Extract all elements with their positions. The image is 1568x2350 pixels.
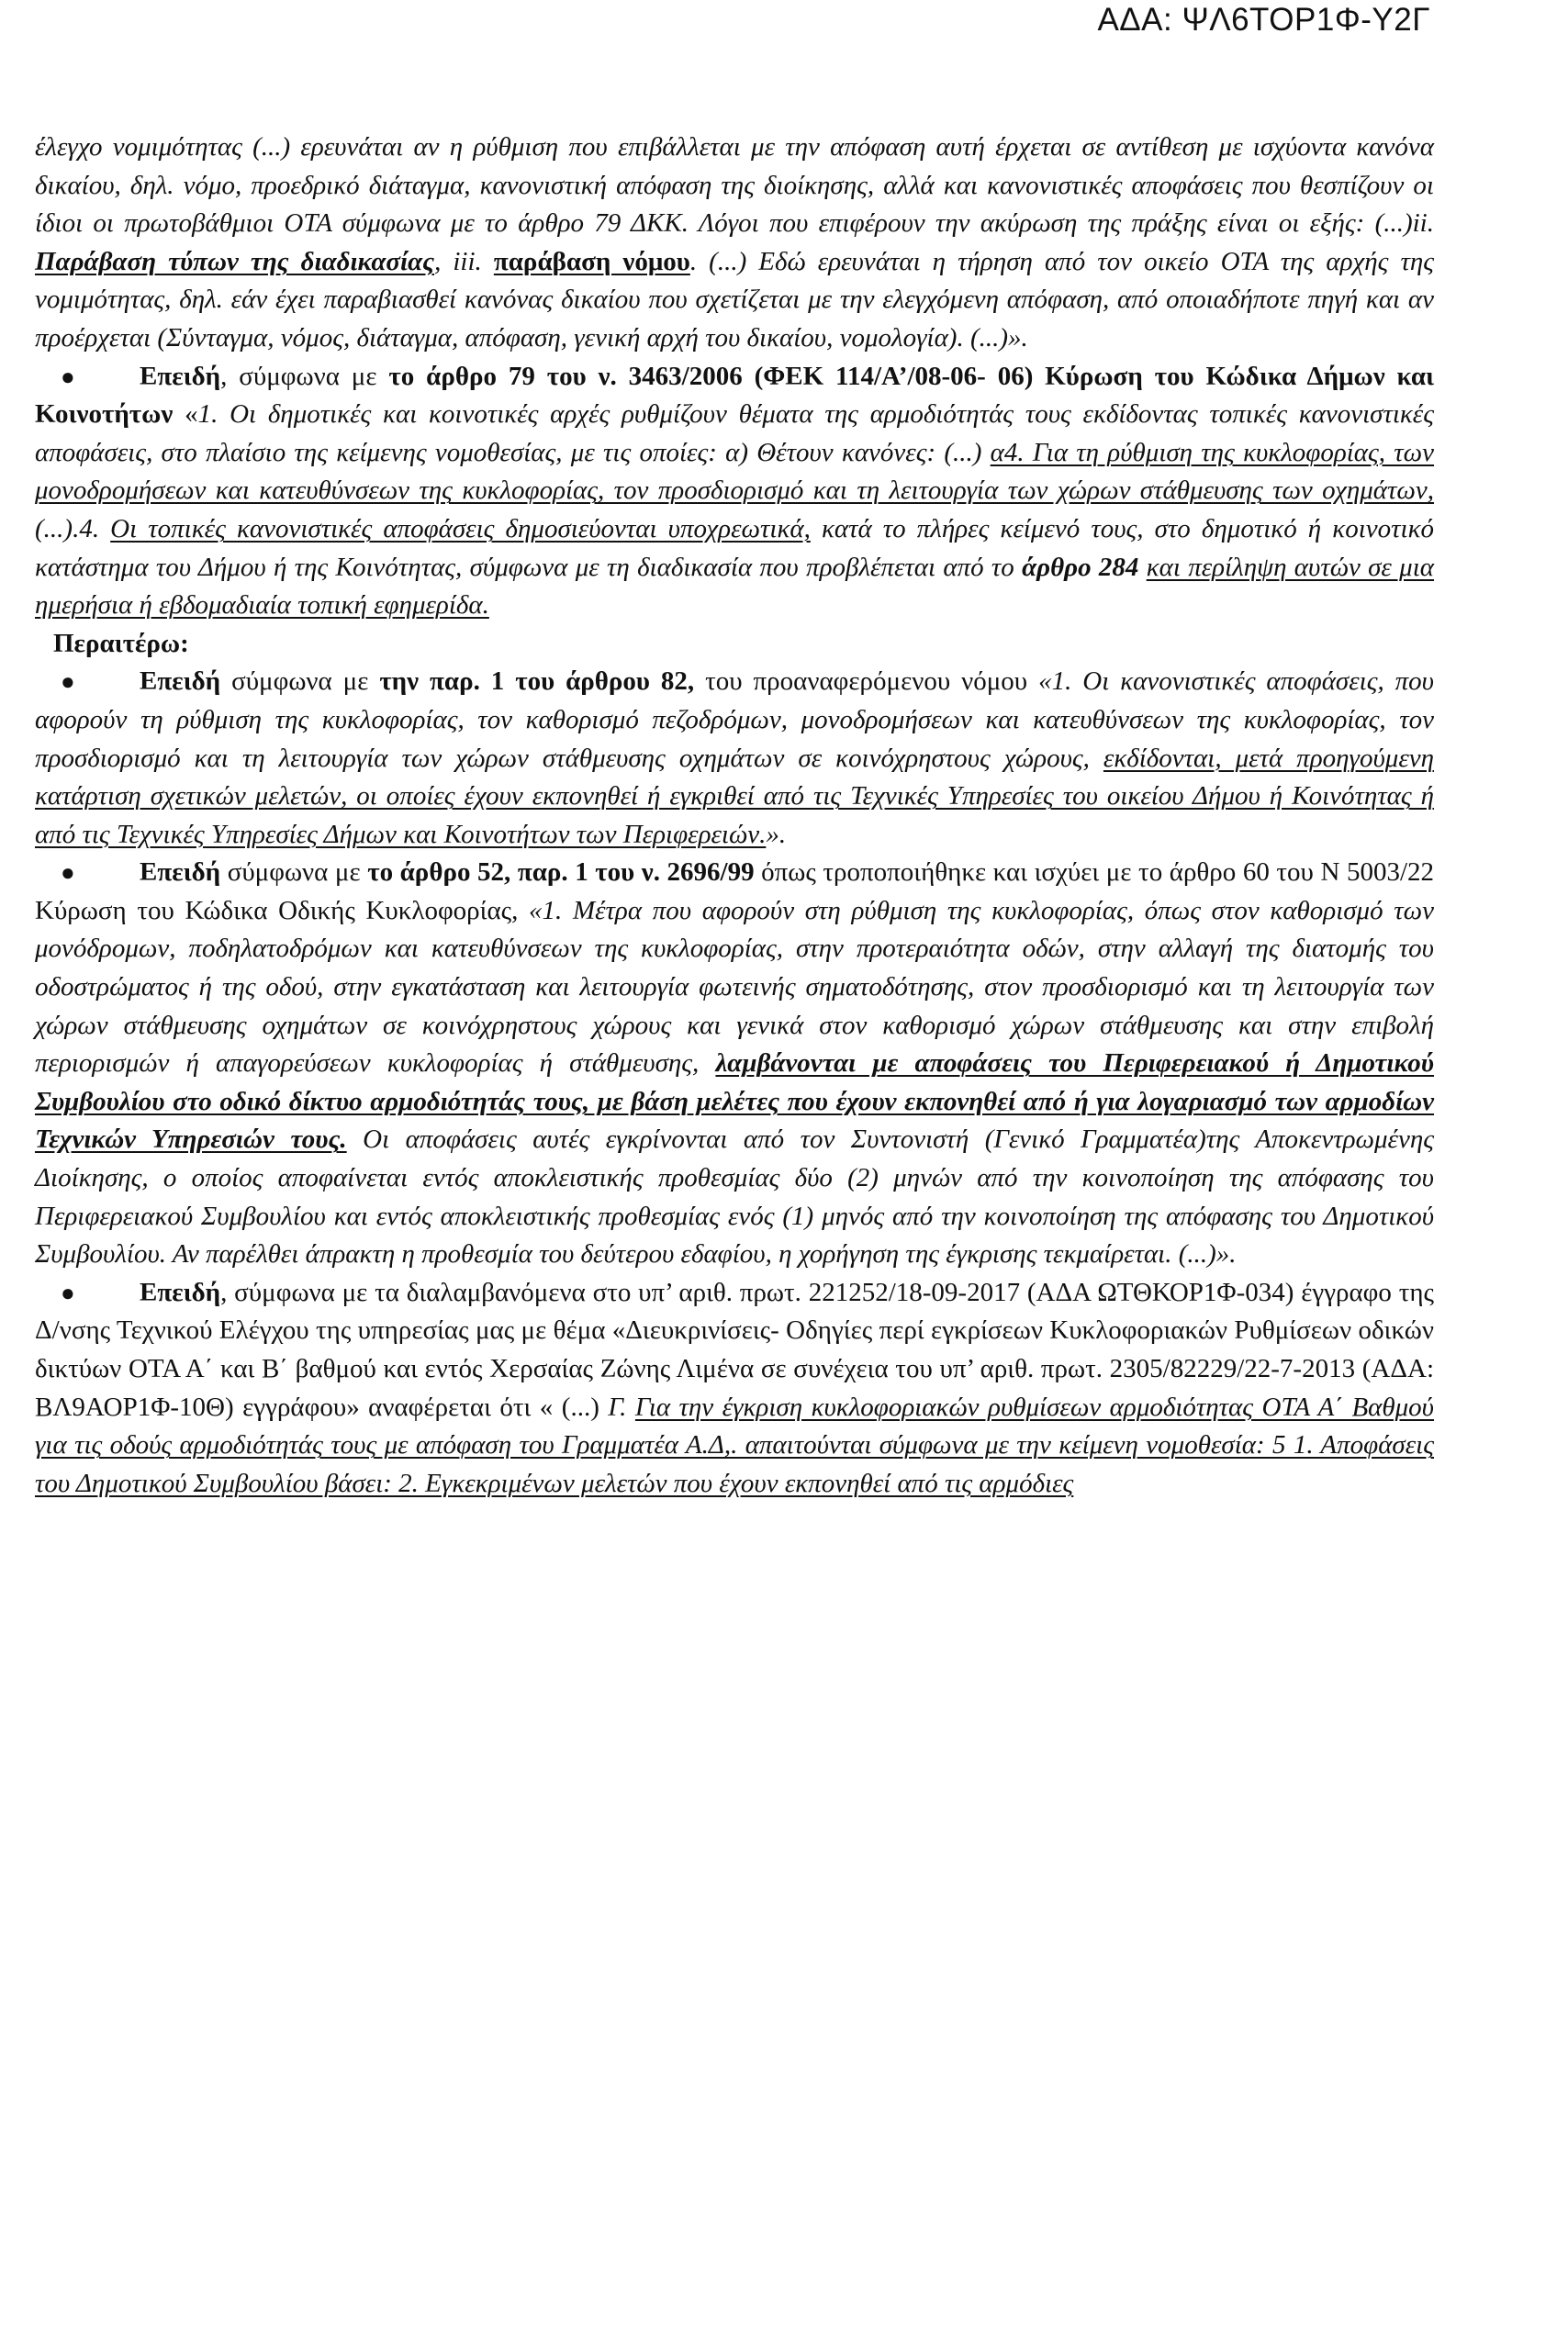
bullet-icon: ● — [61, 363, 75, 390]
bullet-icon: ● — [61, 859, 75, 887]
bullet3-bold-underlined-decisions: λαμβάνονται με αποφάσεις του Περιφερειακού ή Δημοτικού Συμβουλίου στο οδικό δίκτυο αρμοδιότητάς τους, με βάση μελέτες που έχουν εκπονηθεί από ή για λογαριασμό των αρμοδίων Τεχνικών Υπηρεσιών τους. — [35, 1048, 1434, 1155]
bullet1-underlined-a4: α4. Για τη ρύθμιση της κυκλοφορίας, των μονοδρομήσεων και κατευθύνσεων της κυκλοφορίας, τον προσδιορισμό και τη λειτουργία των χώρων στάθμευσης των οχημάτων, — [35, 437, 1435, 506]
bullet-icon: ● — [61, 668, 75, 696]
bullet1-lead: Επειδή — [140, 361, 221, 391]
bullet4-quote-g: Γ. — [608, 1392, 635, 1422]
bullet1-text-1: , σύμφωνα με — [220, 361, 389, 391]
bullet2-quote-end: ». — [766, 819, 787, 849]
intro-paragraph — [35, 129, 1434, 358]
bullet2-lead: Επειδή — [140, 666, 221, 697]
bullet1-underlined-newspaper: και περίληψη αυτών σε μια ημερήσια ή εβδομαδιαία τοπική εφημερίδα. — [35, 552, 1434, 621]
bullet3-lead: Επειδή — [140, 857, 221, 888]
bullet2-text-2: του προαναφερόμενου νόμου — [694, 666, 1039, 697]
bullet3-text-2: όπως τροποποιήθηκε και ισχύει με το άρθρο 60 του Ν 5003/22 Κύρωση του Κώδικα Οδικής Κυκλοφορίας, — [35, 857, 1434, 925]
bullet1-law-reference: το άρθρο 79 του ν. 3463/2006 (ΦΕΚ 114/Α’/08-06- 06) Κύρωση του Κώδικα Δήμων και Κοινοτήτων — [35, 361, 1435, 430]
bullet4-underlined-approval: Για την έγκριση κυκλοφοριακών ρυθμίσεων αρμοδιότητας ΟΤΑ Α΄ Βαθμού για τις οδούς αρμοδιότητάς τους με απόφαση του Γραμματέα Α.Δ,. απαιτούνται σύμφωνα με την κείμενη νομοθεσία: 5 1. Αποφάσεις του Δημοτικού Συμβουλίου βάσει: 2. Εγκεκριμένων μελετών που έχουν εκπονηθεί από τις αρμόδιες — [35, 1392, 1434, 1498]
intro-text-2: , iii. — [434, 246, 494, 276]
bullet-paragraph-article-79 — [35, 358, 1434, 625]
intro-underlined-violation-law: παράβαση νόμου — [493, 246, 690, 276]
bullet3-quote-1: «1. Μέτρα που αφορούν στη ρύθμιση της κυκλοφορίας, όπως στον καθορισμό των μονόδρομων, ποδηλατοδρόμων και κατευθύνσεων της κυκλοφορίας, στην προτεραιότητα οδών, στην αλλαγή της διατομής του οδοστρώματος ή της οδού, στην εγκατάσταση και λειτουργία φωτεινής σηματοδότησης, στον προσδιορισμό και τη λειτουργία των χώρων στάθμευσης οχημάτων σε κοινόχρηστους χώρους και γενικά στον καθορισμό χώρων στάθμευσης και στην επιβολή περιορισμών ή απαγορεύσεων κυκλοφορίας ή στάθμευσης, — [35, 895, 1434, 1079]
bullet-paragraph-article-82 — [35, 663, 1434, 854]
bullet2-underlined-studies: εκδίδονται, μετά προηγούμενη κατάρτιση σχετικών μελετών, οι οποίες έχουν εκπονηθεί ή εγκριθεί από τις Τεχνικές Υπηρεσίες του οικείου Δήμου ή Κοινότητας ή από τις Τεχνικές Υπηρεσίες Δήμων και Κοινοτήτων των Περιφερειών. — [35, 743, 1434, 849]
bullet3-quote-2: Οι αποφάσεις αυτές εγκρίνονται από τον Συντονιστή (Γενικό Γραμματέα)της Αποκεντρωμένης Διοίκησης, ο οποίος αποφαίνεται εντός αποκλειστικής προθεσμίας δύο (2) μηνών από την κοινοποίηση της απόφασης του Περιφερειακού Συμβουλίου και εντός αποκλειστικής προθεσμίας ενός (1) μηνός από την κοινοποίηση της απόφασης του Δημοτικού Συμβουλίου. Αν παρέλθει άπρακτη η προθεσμία του δεύτερου εδαφίου, η χορήγηση της έγκρισης τεκμαίρεται. (...)». — [35, 1125, 1435, 1270]
bullet2-text-1: σύμφωνα με — [220, 666, 380, 697]
section-heading-furthermore: Περαιτέρω: — [53, 628, 189, 658]
bullet3-text-1: σύμφωνα με — [220, 857, 368, 888]
intro-text-1: έλεγχο νομιμότητας (...) ερευνάται αν η ρύθμιση που επιβάλλεται με την απόφαση αυτή έρχεται σε αντίθεση με ισχύοντα κανόνα δικαίου, δηλ. νόμο, προεδρικό διάταγμα, κανονιστική απόφαση της διοίκησης, αλλά και κανονιστικές αποφάσεις που θεσπίζουν οι ίδιοι οι πρωτοβάθμιοι ΟΤΑ σύμφωνα με το άρθρο 79 ΔΚΚ. Λόγοι που επιφέρουν την ακύρωση της πράξης είναι οι εξής: (...)ii. — [35, 132, 1434, 239]
bullet2-law-reference: την παρ. 1 του άρθρου 82, — [379, 666, 695, 697]
ada-document-code: ΑΔΑ: ΨΛ6ΤΟΡ1Φ-Υ2Γ — [1097, 2, 1430, 38]
document-page — [35, 129, 1434, 1503]
bullet-paragraph-document-221252 — [35, 1274, 1434, 1504]
bullet-paragraph-article-52 — [35, 854, 1434, 1274]
bullet1-quote-4 — [1138, 553, 1146, 582]
bullet2-quote-1: «1. Οι κανονιστικές αποφάσεις, που αφορούν τη ρύθμιση της κυκλοφορίας, τον καθορισμό πεζοδρόμων, μονοδρομήσεων και κατευθύνσεων της κυκλοφορίας, τον προσδιορισμό και τη λειτουργία των χώρων στάθμευσης οχημάτων σε κοινόχρηστους χώρους, — [35, 666, 1434, 773]
bullet1-quote-3: κατά το πλήρες κείμενό τους, στο δημοτικό ή κοινοτικό κατάστημα του Δήμου ή της Κοινότητας, σύμφωνα με τη διαδικασία που προβλέπεται από το — [35, 513, 1434, 582]
bullet-icon: ● — [61, 1279, 75, 1306]
intro-text-3: . (...) Εδώ ερευνάται η τήρηση από τον οικείο ΟΤΑ της αρχής της νομιμότητας, δηλ. εάν έχει παραβιασθεί κανόνας δικαίου που σχετίζεται με την ελεγχόμενη απόφαση, από οποιαδήποτε πηγή και αν προέρχεται (Σύνταγμα, νόμος, διάταγμα, απόφαση, γενική αρχή του δικαίου, νομολογία). (...)». — [35, 246, 1434, 352]
bullet1-quote-1: 1. Οι δημοτικές και κοινοτικές αρχές ρυθμίζουν θέματα της αρμοδιότητάς τους εκδίδοντας τοπικές κανονιστικές αποφάσεις, στο πλαίσιο της κείμενης νομοθεσίας, με τις οποίες: α) Θέτουν κανόνες: (...) — [35, 399, 1435, 467]
bullet4-lead: Επειδή — [140, 1277, 221, 1307]
bullet4-text-1: , σύμφωνα με τα διαλαμβανόμενα στο υπ’ αριθ. πρωτ. 221252/18-09-2017 (ΑΔΑ ΩΤΘΚΟΡ1Φ-034) έγγραφο της Δ/νσης Τεχνικού Ελέγχου της υπηρεσίας μας με θέμα «Διευκρινίσεις- Οδηγίες περί εγκρίσεων Κυκλοφοριακών Ρυθμίσεων οδικών δικτύων ΟΤΑ Α΄ και Β΄ βαθμού και εντός Χερσαίας Ζώνης Λιμένα σε συνέχεια του υπ’ αριθ. πρωτ. 2305/82229/22-7-2013 (ΑΔΑ: ΒΛ9ΑΟΡ1Φ-10Θ) εγγράφου» αναφέρεται ότι « (...) — [35, 1277, 1434, 1422]
bullet1-underlined-publication: Οι τοπικές κανονιστικές αποφάσεις δημοσιεύονται υποχρεωτικά, — [110, 513, 811, 543]
bullet1-quote-2: (...).4. — [35, 513, 111, 543]
intro-underlined-violation-procedure: Παράβαση τύπων της διαδικασίας — [35, 246, 435, 276]
bullet1-article-284: άρθρο 284 — [1022, 552, 1139, 582]
bullet1-text-2: « — [173, 399, 198, 430]
bullet3-law-reference: το άρθρο 52, παρ. 1 του ν. 2696/99 — [367, 857, 755, 888]
